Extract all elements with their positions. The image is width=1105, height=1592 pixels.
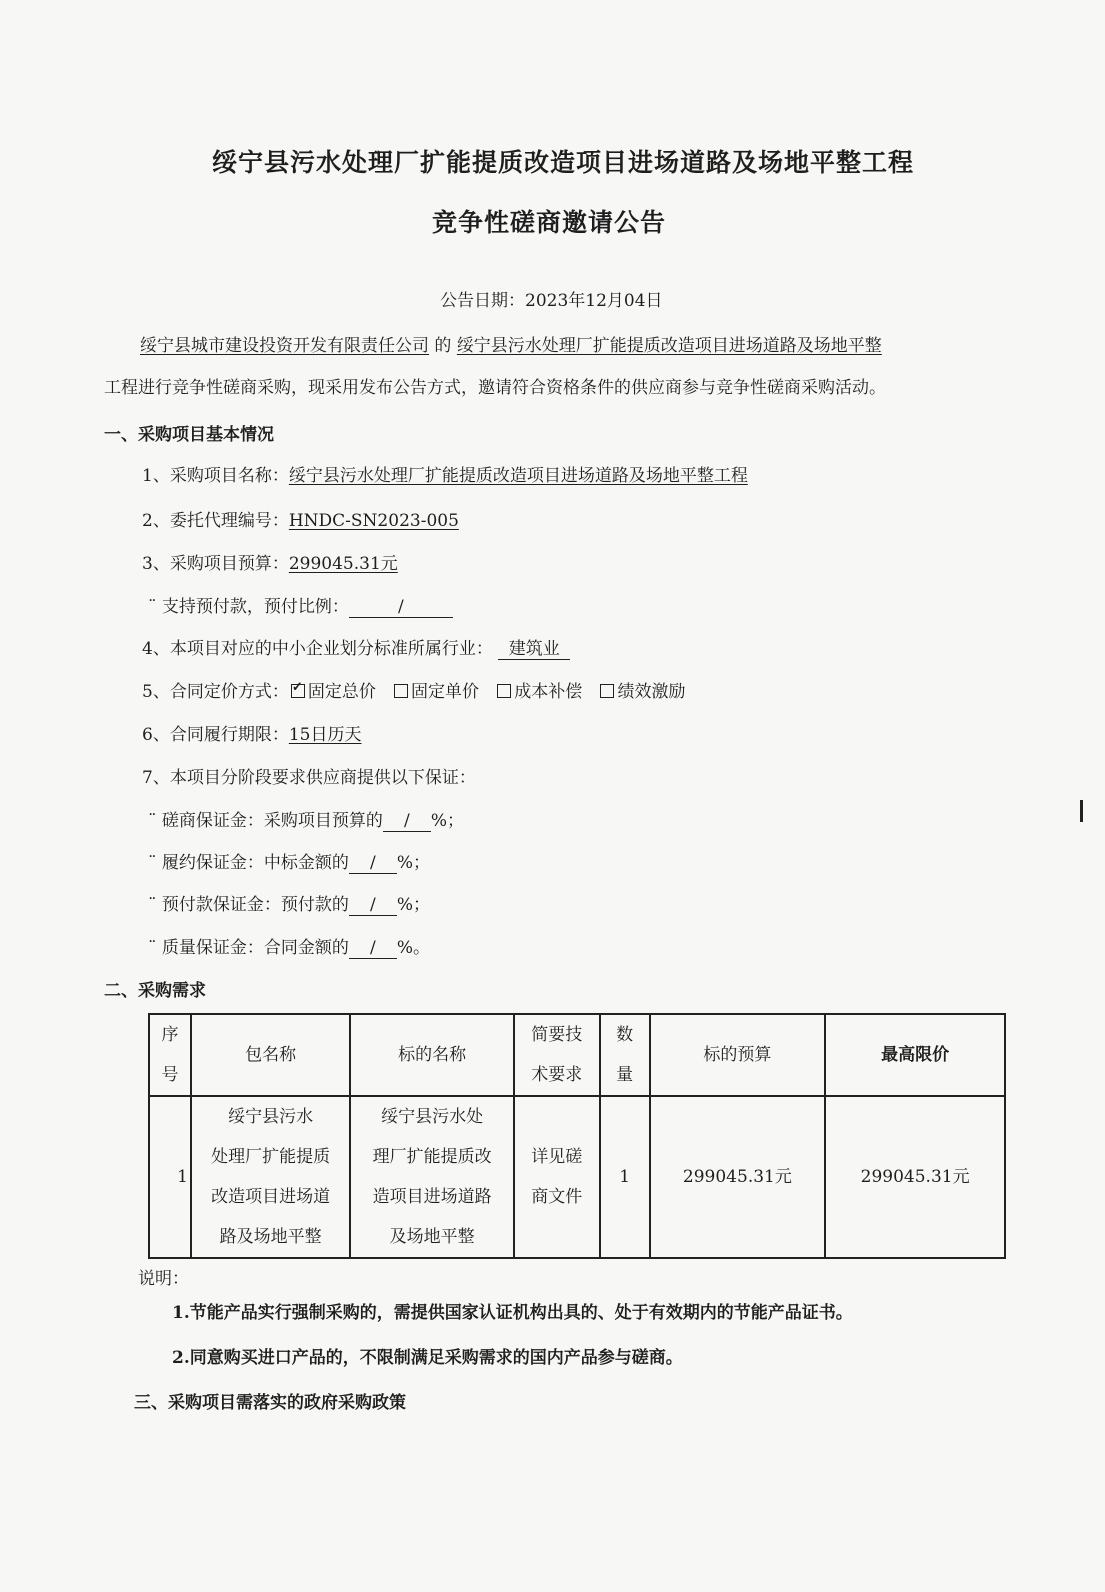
guarantee-bid-label: ¨ 磋商保证金：采购项目预算的 <box>148 811 383 831</box>
item-3-label: 3、采购项目预算： <box>142 554 289 574</box>
header-lot-name: 标的名称 <box>350 1014 513 1096</box>
note-2: 2.同意购买进口产品的，不限制满足采购需求的国内产品参与磋商。 <box>172 1348 683 1368</box>
header-tech-requirements: 简要技 术要求 <box>514 1014 600 1096</box>
cell-no: 1 <box>149 1096 191 1258</box>
table-row <box>149 1096 1005 1258</box>
guarantee-performance <box>148 848 430 874</box>
section1-heading: 一、采购项目基本情况 <box>104 425 274 445</box>
option-performance-incentive: 绩效激励 <box>617 682 686 702</box>
item-4-value: 建筑业 <box>498 634 570 660</box>
item-3-value: 299045.31元 <box>288 554 398 574</box>
prepay-label: ¨ 支持预付款，预付比例： <box>148 597 349 617</box>
guarantee-performance-suffix: %； <box>396 853 431 873</box>
guarantee-prepayment-label: ¨ 预付款保证金：预付款的 <box>148 895 349 915</box>
checkbox-performance-incentive[interactable] <box>600 684 614 698</box>
buyer-name: 绥宁县城市建设投资开发有限责任公司 <box>140 336 429 356</box>
item-3 <box>142 549 398 574</box>
guarantee-bid-value: / <box>383 811 431 832</box>
notes-label: 说明： <box>138 1269 189 1289</box>
procurement-requirements-table <box>148 1013 1006 1259</box>
note-1: 1.节能产品实行强制采购的，需提供国家认证机构出具的、处于有效期内的节能产品证书。 <box>172 1303 853 1323</box>
header-no: 序 号 <box>149 1014 191 1096</box>
intro-line-2: 工程进行竞争性磋商采购，现采用发布公告方式，邀请符合资格条件的供应商参与竞争性磋商采购活动。 <box>104 378 886 398</box>
option-fixed-unit-price: 固定单价 <box>411 682 480 702</box>
guarantee-prepayment-value: / <box>349 895 397 916</box>
scan-edge-mark <box>1080 800 1083 822</box>
checkbox-fixed-unit-price[interactable] <box>394 684 408 698</box>
header-quantity: 数 量 <box>600 1014 650 1096</box>
item-6-value: 15日历天 <box>288 725 362 745</box>
item-6-label: 6、合同履行期限： <box>142 725 289 745</box>
checkbox-fixed-total-price[interactable] <box>291 684 305 698</box>
section3-heading: 三、采购项目需落实的政府采购政策 <box>134 1393 406 1413</box>
item-2 <box>142 506 459 531</box>
header-lot-budget: 标的预算 <box>650 1014 826 1096</box>
item-5 <box>142 677 685 702</box>
cell-lot-name: 绥宁县污水处 理厂扩能提质改 造项目进场道路 及场地平整 <box>350 1096 513 1258</box>
item-7: 7、本项目分阶段要求供应商提供以下保证： <box>142 768 476 788</box>
cell-lot-budget: 299045.31元 <box>650 1096 826 1258</box>
guarantee-bid <box>148 806 464 832</box>
title-line-1: 绥宁县污水处理厂扩能提质改造项目进场道路及场地平整工程 <box>212 148 915 177</box>
prepay-line <box>148 592 453 618</box>
cell-quantity: 1 <box>600 1096 650 1258</box>
header-max-price: 最高限价 <box>825 1014 1005 1096</box>
prepay-ratio: / <box>349 597 453 618</box>
cell-tech-requirements: 详见磋 商文件 <box>514 1096 600 1258</box>
option-fixed-total-price: 固定总价 <box>307 682 376 702</box>
checkbox-cost-compensation[interactable] <box>497 684 511 698</box>
guarantee-quality <box>148 933 430 959</box>
guarantee-quality-label: ¨ 质量保证金：合同金额的 <box>148 938 349 958</box>
title-line-2: 竞争性磋商邀请公告 <box>432 208 667 237</box>
item-1-value: 绥宁县污水处理厂扩能提质改造项目进场道路及场地平整工程 <box>288 466 748 486</box>
intro-line-1 <box>140 331 882 356</box>
cell-max-price: 299045.31元 <box>825 1096 1005 1258</box>
guarantee-performance-label: ¨ 履约保证金：中标金额的 <box>148 853 349 873</box>
guarantee-prepayment <box>148 890 430 916</box>
cell-package-name: 绥宁县污水 处理厂扩能提质 改造项目进场道 路及场地平整 <box>191 1096 351 1258</box>
guarantee-performance-value: / <box>349 853 397 874</box>
guarantee-prepayment-suffix: %； <box>396 895 431 915</box>
item-1-label: 1、采购项目名称： <box>142 466 289 486</box>
table-header-row <box>149 1014 1005 1096</box>
announcement-date: 公告日期：2023年12月04日 <box>440 291 663 311</box>
guarantee-bid-suffix: %； <box>430 811 465 831</box>
item-2-label: 2、委托代理编号： <box>142 511 289 531</box>
section2-heading: 二、采购需求 <box>104 981 206 1001</box>
item-1 <box>142 461 748 486</box>
intro-connector: 的 <box>434 336 452 356</box>
guarantee-quality-value: / <box>349 938 397 959</box>
item-5-label: 5、合同定价方式： <box>142 682 289 702</box>
option-cost-compensation: 成本补偿 <box>514 682 583 702</box>
item-6 <box>142 720 361 745</box>
intro-project-name: 绥宁县污水处理厂扩能提质改造项目进场道路及场地平整 <box>456 336 882 356</box>
item-4-label: 4、本项目对应的中小企业划分标准所属行业： <box>142 639 493 659</box>
item-4 <box>142 634 570 660</box>
guarantee-quality-suffix: %。 <box>396 938 431 958</box>
header-package-name: 包名称 <box>191 1014 351 1096</box>
item-2-value: HNDC-SN2023-005 <box>288 511 459 531</box>
